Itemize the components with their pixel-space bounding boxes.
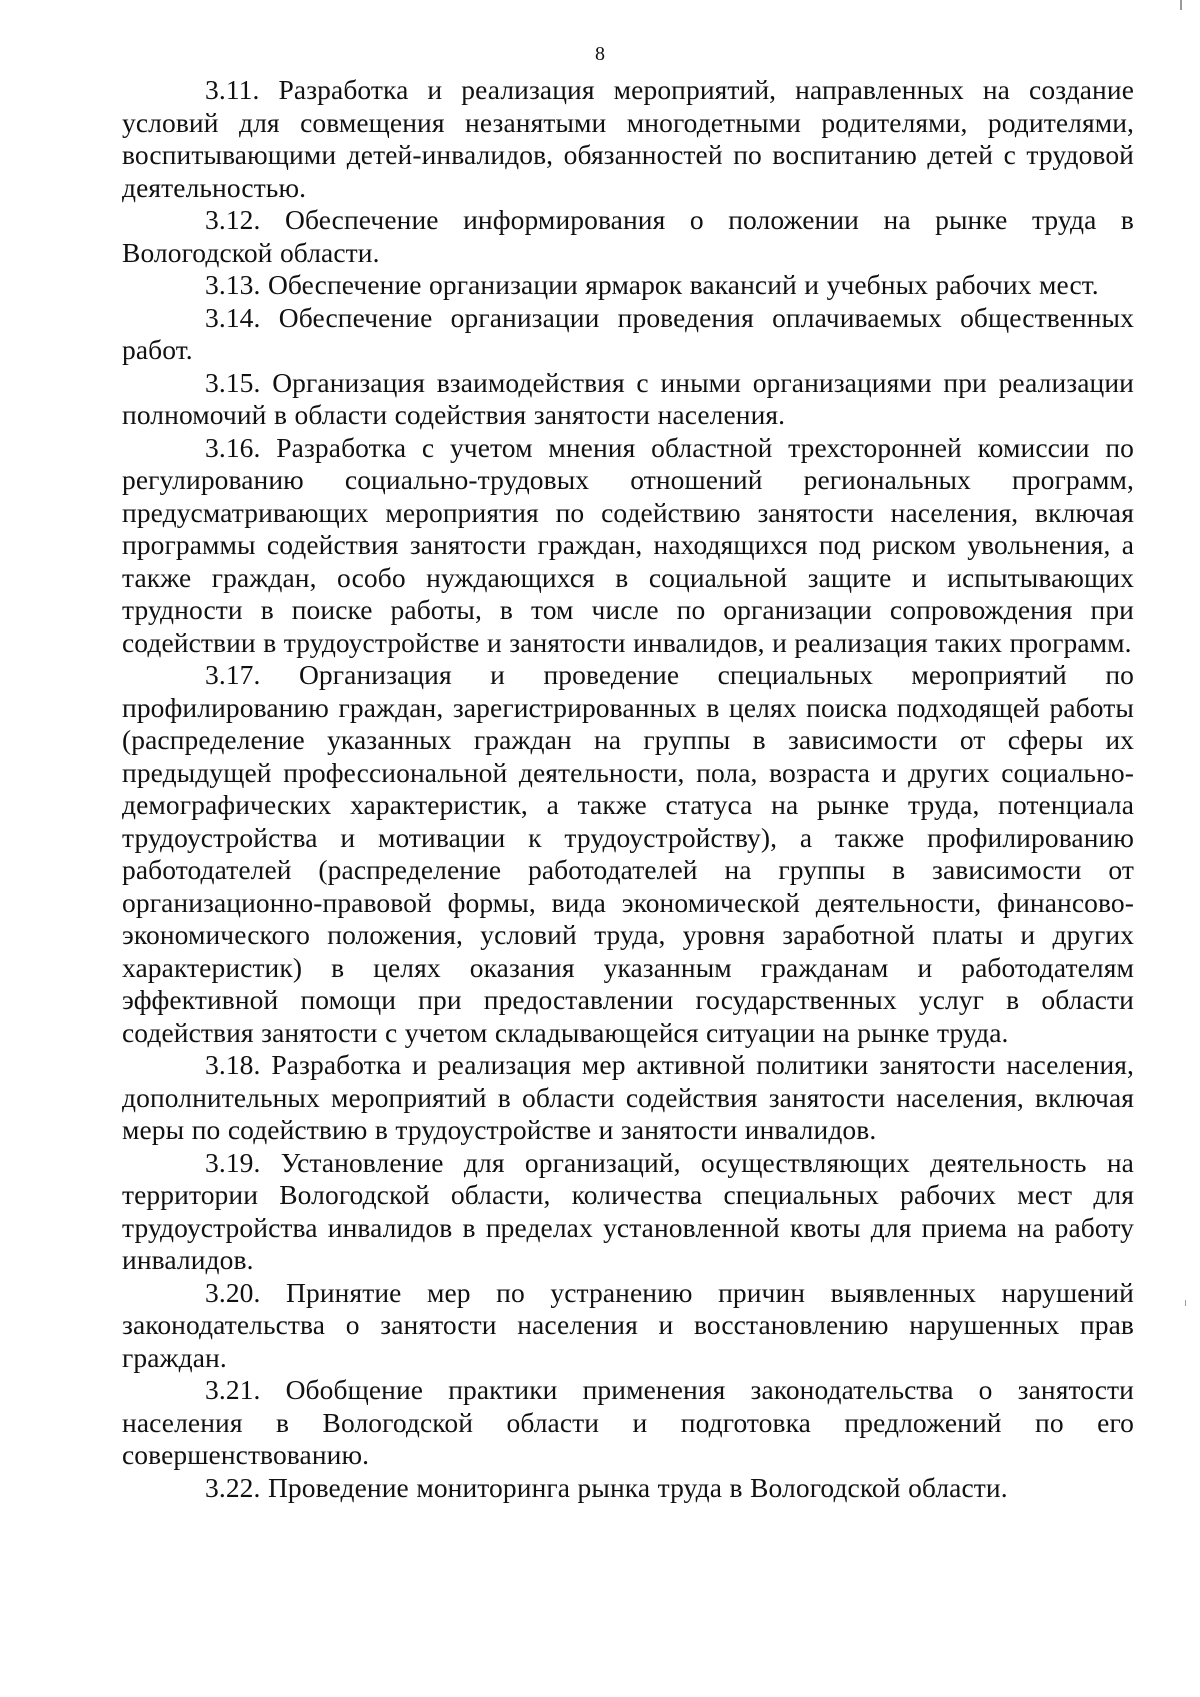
paragraph-3-17: 3.17. Организация и проведение специальных мероприятий по профилированию граждан, зарегистрированных в целях поиска подходящей работы (распределение указанных граждан на группы в зависимости от сферы их предыдущей профессиональной деятельности, пола, возраста и других социально-демографических характеристик, а также статуса на рынке труда, потенциала трудоустройства и мотивации к трудоустройству), а также профилированию работодателей (распределение работодателей на группы в зависимости от организационно-правовой формы, вида экономической деятельности, финансово-экономического положения, условий труда, уровня заработной платы и других характеристик) в целях оказания указанным гражданам и работодателям эффективной помощи при предоставлении государственных услуг в области содействия занятости с учетом складывающейся ситуации на рынке труда. (122, 659, 1134, 1048)
document-body (122, 74, 1134, 1504)
paragraph-3-14: 3.14. Обеспечение организации проведения оплачиваемых общественных работ. (122, 301, 1134, 365)
paragraph-3-13: 3.13. Обеспечение организации ярмарок вакансий и учебных рабочих мест. (205, 269, 1099, 300)
paragraph-3-21: 3.21. Обобщение практики применения законодательства о занятости населения в Вологодской области и подготовка предложений по его совершенствованию. (122, 1374, 1134, 1470)
paragraph-3-20: 3.20. Принятие мер по устранению причин выявленных нарушений законодательства о занятости населения и восстановлению нарушенных прав граждан. (122, 1276, 1134, 1373)
page-number: 8 (595, 43, 605, 65)
paragraph-3-19: 3.19. Установление для организаций, осуществляющих деятельность на территории Вологодской области, количества специальных рабочих мест для трудоустройства инвалидов в пределах установленной квоты для приема на работу инвалидов. (122, 1146, 1134, 1275)
paragraph-3-12: 3.12. Обеспечение информирования о положении на рынке труда в Вологодской области. (122, 204, 1134, 268)
paragraph-3-16: 3.16. Разработка с учетом мнения областной трехсторонней комиссии по регулированию социально-трудовых отношений региональных программ, предусматривающих мероприятия по содействию занятости населения, включая программы содействия занятости граждан, находящихся под риском увольнения, а также граждан, особо нуждающихся в социальной защите и испытывающих трудности в поиске работы, в том числе по организации сопровождения при содействии в трудоустройстве и занятости инвалидов, и реализация таких программ. (122, 431, 1134, 658)
scan-edge-mark (1180, 0, 1182, 10)
paragraph-3-18: 3.18. Разработка и реализация мер активной политики занятости населения, дополнительных мероприятий в области содействия занятости населения, включая меры по содействию в трудоустройстве и занятости инвалидов. (122, 1049, 1134, 1145)
scan-edge-mark (1185, 1300, 1186, 1306)
paragraph-3-11: 3.11. Разработка и реализация мероприятий, направленных на создание условий для совмещения незанятыми многодетными родителями, родителями, воспитывающими детей-инвалидов, обязанностей по воспитанию детей с трудовой деятельностью. (122, 74, 1134, 203)
paragraph-3-15: 3.15. Организация взаимодействия с иными организациями при реализации полномочий в области содействия занятости населения. (122, 366, 1134, 430)
paragraph-3-22: 3.22. Проведение мониторинга рынка труда в Вологодской области. (205, 1471, 1008, 1503)
